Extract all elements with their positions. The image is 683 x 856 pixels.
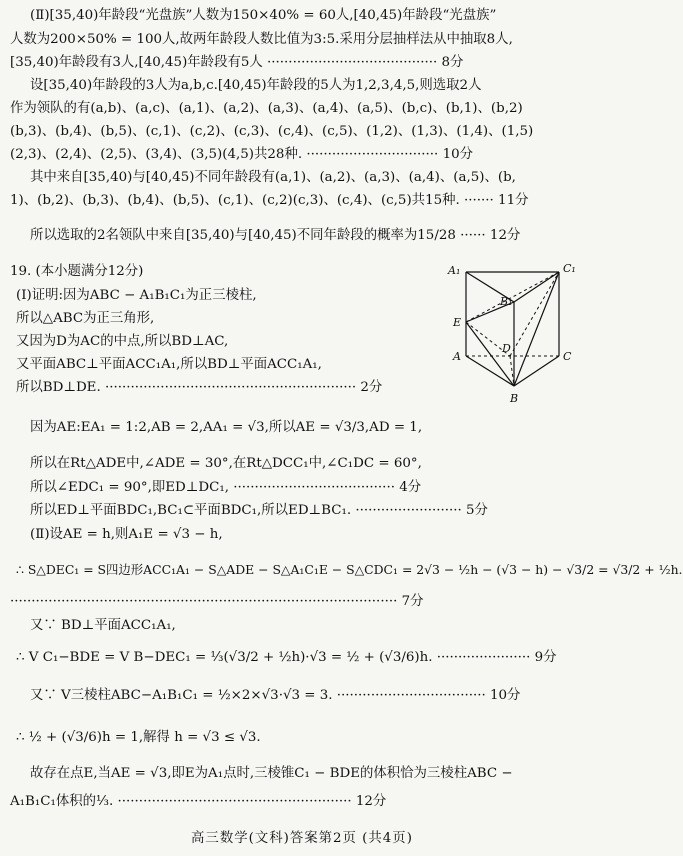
text-line: 作为领队的有(a,b)、(a,c)、(a,1)、(a,2)、(a,3)、(a,4)、(a,5)、(b,c)、(b,1)、(b,2) [10, 101, 523, 116]
text-line: 其中来自[35,40)与[40,45)不同年龄段有(a,1)、(a,2)、(a,3)、(a,4)、(a,5)、(b, [30, 170, 516, 185]
label-B: B [510, 392, 519, 405]
text-line: 故存在点E,当AE = √3,即E为A₁点时,三棱锥C₁ − BDE的体积恰为三棱柱ABC − [30, 766, 513, 781]
text-line: 所以选取的2名领队中来自[35,40)与[40,45)不同年龄段的概率为15/28 ······ 12分 [30, 228, 521, 243]
text-line: ∴ S△DEC₁ = S四边形ACC₁A₁ − S△ADE − S△A₁C₁E − S△CDC₁ = 2√3 − ½h − (√3 − h) − √3/2 = √3/2 + ½h. [16, 562, 683, 577]
label-C1: C₁ [563, 262, 576, 275]
text-line: 所以∠EDC₁ = 90°,即ED⊥DC₁, ······································ 4分 [30, 480, 422, 495]
text-line: 设[35,40)年龄段的3人为a,b,c.[40,45)年龄段的5人为1,2,3,4,5,则选取2人 [30, 78, 482, 93]
label-D: D [502, 342, 511, 355]
text-line: 所以△ABC为正三角形, [16, 311, 155, 326]
text-line: 1)、(b,2)、(b,3)、(b,4)、(b,5)、(c,1)、(c,2)(c,3)、(c,4)、(c,5)共15种. ······· 11分 [10, 193, 529, 208]
text-line: 所以BD⊥DE. ··························································· 2分 [16, 380, 383, 395]
text-line: 因为AE:EA₁ = 1:2,AB = 2,AA₁ = √3,所以AE = √3/3,AD = 1, [30, 420, 423, 435]
label-C: C [563, 350, 572, 363]
text-line: (Ⅰ)证明:因为ABC − A₁B₁C₁为正三棱柱, [16, 288, 257, 303]
text-line: ∴ ½ + (√3/6)h = 1,解得 h = √3 ≤ √3. [16, 730, 261, 745]
text-line: (Ⅱ)设AE = h,则A₁E = √3 − h, [30, 527, 223, 542]
page-footer: 高三数学(文科)答案第2页 (共4页) [191, 831, 413, 846]
prism-figure [444, 260, 594, 410]
label-E: E [453, 316, 462, 329]
label-A: A [453, 350, 461, 363]
text-line: ∴ V C₁−BDE = V B−DEC₁ = ⅓(√3/2 + ½h)·√3 = ½ + (√3/6)h. ······················ 9分 [16, 650, 557, 665]
text-line: (b,3)、(b,4)、(b,5)、(c,1)、(c,2)、(c,3)、(c,4)、(c,5)、(1,2)、(1,3)、(1,4)、(1,5) [10, 124, 534, 139]
text-line: A₁B₁C₁体积的⅓. ······················································· 12分 [10, 794, 387, 809]
text-line: 所以在Rt△ADE中,∠ADE = 30°,在Rt△DCC₁中,∠C₁DC = 60°, [30, 456, 422, 471]
question-heading: 19. (本小题满分12分) [10, 264, 144, 279]
text-line: 又平面ABC⊥平面ACC₁A₁,所以BD⊥平面ACC₁A₁, [16, 357, 322, 372]
text-line: 又因为D为AC的中点,所以BD⊥AC, [16, 334, 229, 349]
text-line: 人数为200×50% = 100人,故两年龄段人数比值为3:5.采用分层抽样法从中抽取8人, [10, 32, 513, 47]
text-line: (2,3)、(2,4)、(2,5)、(3,4)、(3,5)(4,5)共28种. ······························· 10分 [10, 147, 473, 162]
label-B1: B₁ [500, 295, 513, 308]
label-A1: A₁ [448, 264, 461, 277]
text-line: 又∵ V三棱柱ABC−A₁B₁C₁ = ½×2×√3·√3 = 3. ··································· 10分 [30, 688, 521, 703]
text-line: 又∵ BD⊥平面ACC₁A₁, [30, 618, 176, 633]
text-line: 所以ED⊥平面BDC₁,BC₁⊂平面BDC₁,所以ED⊥BC₁. ························· 5分 [30, 503, 488, 518]
text-line: (Ⅱ)[35,40)年龄段“光盘族”人数为150×40% = 60人,[40,45)年龄段“光盘族” [30, 8, 497, 23]
text-line: [35,40)年龄段有3人,[40,45)年龄段有5人 ········································ 8分 [10, 55, 464, 70]
text-line: ··························································································· 7分 [10, 594, 424, 609]
